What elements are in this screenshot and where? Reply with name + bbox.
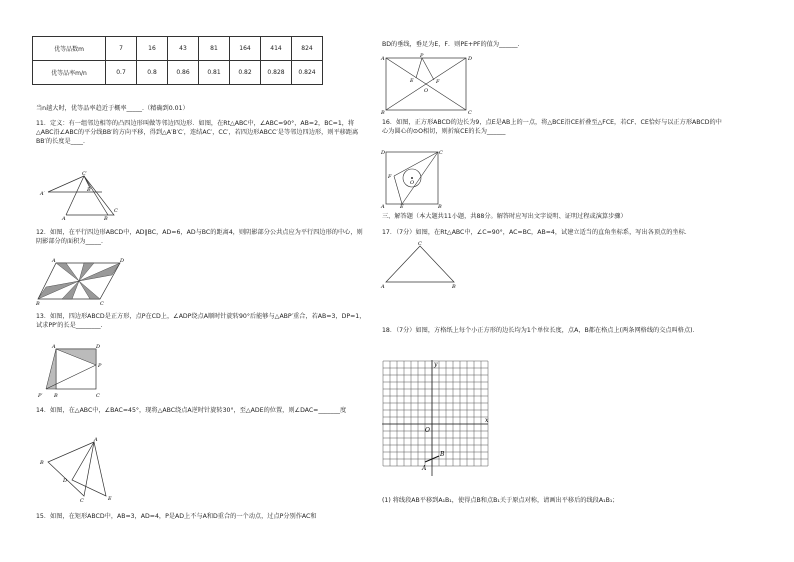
- label-p: P: [420, 53, 424, 59]
- triangle-abc: [386, 246, 454, 282]
- label-a-prime: A′: [40, 191, 45, 197]
- table-cell: 43: [168, 37, 199, 61]
- label-b-prime: B′: [87, 187, 92, 193]
- section-3-heading: 三、解答题（本大题共11小题，共88分。解答时应写出文字说明、证明过程或演算步骤）: [382, 213, 627, 220]
- question-15-text: 15．如图，在矩形ABCD中，AB=3，AD=4，P是AD上不与A和D重合的一个动点，过点P分别作AC和: [36, 513, 317, 520]
- label-b: B: [36, 301, 40, 307]
- label-c: C: [418, 241, 422, 247]
- label-f: F: [436, 79, 440, 85]
- figure-q18-grid: [382, 358, 490, 478]
- label-e: E: [410, 78, 414, 84]
- table-cell: 0.824: [292, 61, 323, 85]
- figure-q15: [380, 52, 474, 116]
- table-cell: 优等品率m/n: [33, 61, 106, 85]
- label-a: A: [381, 56, 385, 62]
- question-freq-text: 当n越大时，优等品率趋近于概率_____.（精确到0.01）: [36, 105, 189, 112]
- label-c: C: [96, 393, 100, 399]
- label-p-prime: P′: [38, 393, 43, 399]
- segment-fe: [394, 176, 402, 204]
- shaded-region: [38, 263, 120, 299]
- label-c: C: [80, 498, 84, 504]
- figure-q14: [36, 436, 120, 502]
- question-13-text: 13．如图，四边形ABCD是正方形，点P在CD上，∠ADP绕点A顺时针旋转90°后能够与△ABP′重合，若AB=3，DP=1，试求PP′的长是________.: [36, 313, 366, 329]
- label-c: C: [468, 110, 472, 116]
- label-d: D: [120, 258, 125, 264]
- label-e: E: [400, 204, 404, 210]
- label-b: B: [104, 216, 108, 222]
- label-d: D: [468, 56, 473, 62]
- table-row: [33, 37, 323, 61]
- label-p: P: [98, 363, 102, 369]
- question-18-part-1-text: (1) 将线段AB平移到A₁B₁，使得点B和点B₁关于原点对称，请画出平移后的线段A₁B₁；: [382, 497, 619, 504]
- label-e: E: [108, 496, 112, 502]
- label-a: A: [381, 284, 385, 290]
- figure-q13: [36, 343, 106, 399]
- label-d: D: [381, 150, 386, 156]
- triangle-abc-translated: [48, 176, 90, 192]
- label-b: B: [381, 110, 385, 116]
- label-c: C: [114, 208, 118, 214]
- label-origin: O: [425, 427, 430, 434]
- label-c: C: [439, 150, 443, 156]
- label-c-prime: C′: [82, 171, 87, 177]
- shaded-triangle: [56, 349, 96, 365]
- table-cell: 优等品数m: [33, 37, 106, 61]
- question-16-text: 16．如图，正方形ABCD的边长为9，点E是AB上的一点，将△BCE沿CE折叠至△FCE，若CF、CE恰好与以正方形ABCD的中心为圆心的⊙O相切，则折痕CE的长为______: [382, 119, 722, 135]
- label-a: A: [52, 258, 56, 264]
- label-y-axis: y: [434, 361, 438, 368]
- label-a: A: [94, 437, 98, 443]
- label-b: B: [452, 284, 456, 290]
- label-d: D: [96, 344, 101, 350]
- question-15-continued-text: BD的垂线，垂足为E，F．则PE+PF的值为______.: [382, 41, 520, 48]
- label-o: O: [424, 88, 429, 94]
- table-cell: 0.7: [106, 61, 137, 85]
- figure-q12: [36, 257, 128, 305]
- label-f: F: [388, 174, 392, 180]
- label-a: A: [62, 216, 66, 222]
- table-cell: 0.8: [137, 61, 168, 85]
- table-cell: 414: [261, 37, 292, 61]
- label-o: O: [410, 180, 415, 186]
- segment-cf: [394, 152, 438, 176]
- figure-q16: [380, 146, 442, 208]
- question-14-text: 14．如图，在△ABC中，∠BAC=45°，现将△ABC绕点A逆时针旋转30°，至△ADE的位置，则∠DAC=_______度: [36, 407, 347, 414]
- label-b: B: [440, 451, 445, 458]
- label-c: C: [100, 301, 104, 307]
- center-o: [411, 177, 413, 179]
- label-d: D: [63, 478, 68, 484]
- table-cell: 16: [137, 37, 168, 61]
- label-a: A: [422, 465, 427, 472]
- segment: [84, 176, 108, 215]
- table-cell: 0.828: [261, 61, 292, 85]
- table-cell: 0.86: [168, 61, 199, 85]
- label-b: B: [54, 393, 58, 399]
- fold-line-ce: [402, 152, 438, 204]
- table-cell: 81: [199, 37, 230, 61]
- label-a: A: [52, 344, 56, 350]
- triangle-abc: [48, 442, 94, 496]
- table-cell: 0.82: [230, 61, 261, 85]
- label-a: A: [381, 204, 385, 210]
- table-cell: 0.81: [199, 61, 230, 85]
- table-cell: 824: [292, 37, 323, 61]
- question-17-text: 17．（7分）如图，在Rt△ABC中，∠C=90°，AC=BC，AB=4，试建立适当的直角坐标系，写出各顶点的坐标．: [382, 229, 691, 236]
- table-row: [33, 61, 323, 85]
- figure-q11: [36, 168, 126, 220]
- label-b: B: [438, 204, 442, 210]
- triangle-abc: [66, 176, 114, 215]
- question-18-text: 18．（7分）如图，方格纸上每个小正方形的边长均为1个单位长度，点A，B都在格点上(两条网格线的交点叫格点)．: [382, 327, 699, 334]
- table-cell: 164: [230, 37, 261, 61]
- frequency-table: [32, 36, 323, 85]
- shaded-triangle: [46, 349, 56, 389]
- label-x-axis: x: [485, 417, 489, 424]
- question-11-text: 11．定义：有一组邻边相等的凸四边形叫做等邻边四边形．如图，在Rt△ABC中，∠ABC=90°，AB=2，BC=1，将△ABC沿∠ABC的平分线BB′的方向平移，得到△A′B′C′，连结AC′，CC′，若四边形ABCC′是等邻边四边形，则平移距离BB′的长度是____.: [36, 120, 359, 145]
- perpendicular-pf: [422, 58, 434, 80]
- label-b: B: [40, 460, 44, 466]
- perpendicular-pe: [416, 58, 422, 78]
- table-cell: 7: [106, 37, 137, 61]
- figure-q17: [380, 240, 460, 290]
- question-12-text: 12．如图，在平行四边形ABCD中，AD∥BC，AD=6，AD与BC的距离4，则阴影部分公共点应为平行四边形的中心，则阴影部分的面积为_____.: [36, 229, 363, 245]
